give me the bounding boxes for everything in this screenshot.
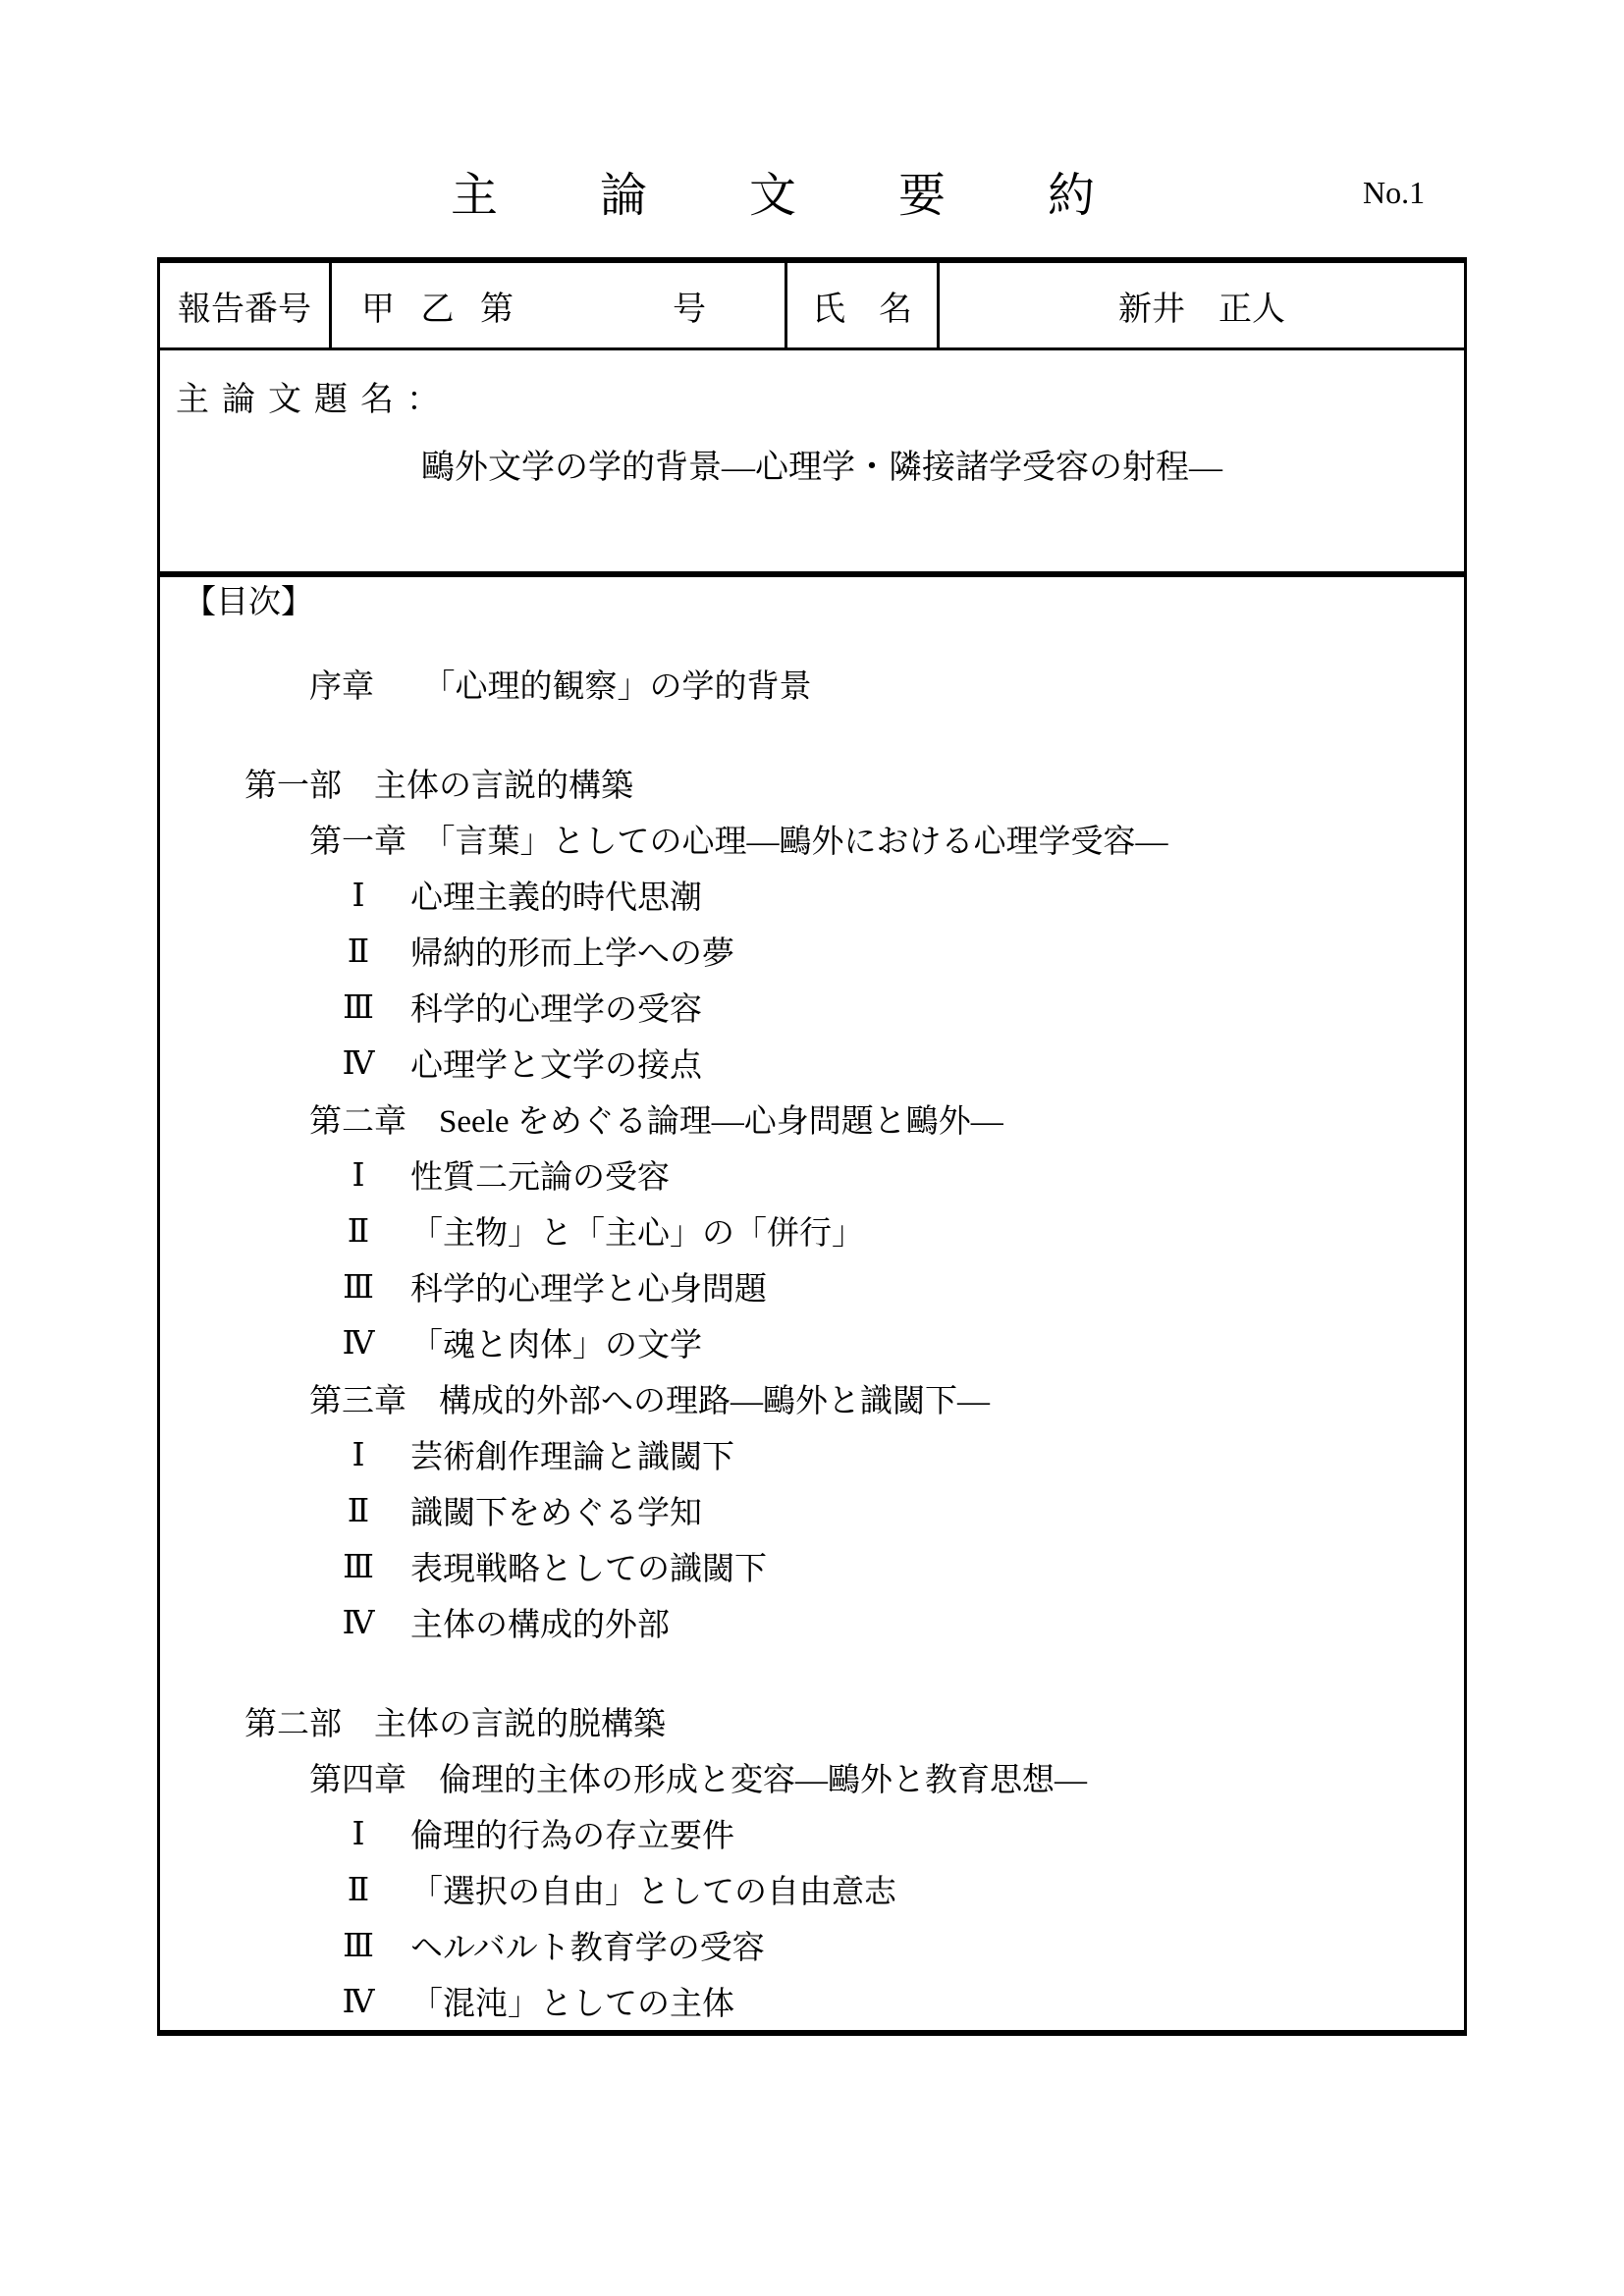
toc-line-item (160, 1973, 1464, 2029)
header-row (160, 263, 1464, 350)
thesis-title-label: 主論文題名： (176, 382, 453, 418)
toc-item-numeral: Ⅳ (342, 1984, 375, 2020)
toc-line-item (160, 979, 1464, 1035)
toc-heading: 【目次】 (184, 584, 313, 620)
toc-line-intro-chapter (160, 656, 1464, 712)
toc-line-text: ヘルバルト教育学の受容 (410, 1931, 765, 1966)
toc-item-numeral: Ⅰ (352, 1437, 365, 1473)
toc-item-numeral: Ⅲ (343, 1269, 374, 1306)
toc-line-text: 識閾下をめぐる学知 (410, 1496, 702, 1531)
toc-line-part-2 (160, 1693, 1464, 1749)
toc-line-text: 第一章 「言葉」としての心理―鷗外における心理学受容― (309, 825, 1168, 860)
summary-form-table (157, 257, 1467, 2036)
page-title: 主論文要約 (451, 170, 1198, 222)
toc-line-chapter-2 (160, 1091, 1464, 1147)
thesis-title: 鷗外文学の学的背景―心理学・隣接諸学受容の射程― (421, 450, 1222, 486)
toc-item-numeral: Ⅲ (343, 1549, 374, 1585)
toc-line-text: 芸術創作理論と識閾下 (410, 1440, 734, 1475)
toc-item-numeral: Ⅳ (342, 1045, 375, 1082)
toc-item-numeral: Ⅱ (347, 934, 370, 970)
toc-item-numeral: Ⅰ (352, 1816, 365, 1852)
name-label: 氏 名 (812, 291, 912, 328)
toc-line-item (160, 1314, 1464, 1370)
toc-line-text: 「選択の自由」としての自由意志 (410, 1875, 896, 1910)
report-number-prefix: 甲 乙 第 (361, 291, 522, 328)
toc-line-text: 第二部 主体の言説的脱構築 (244, 1707, 666, 1742)
toc-section (160, 577, 1464, 2030)
toc-line-text: 第三章 構成的外部への理路―鷗外と識閾下― (309, 1384, 990, 1419)
name-value: 新井 正人 (1118, 291, 1285, 328)
toc-item-numeral: Ⅱ (347, 1213, 370, 1250)
toc-line-item (160, 1426, 1464, 1482)
toc-line-item (160, 1917, 1464, 1973)
toc-item-numeral: Ⅱ (347, 1493, 370, 1529)
toc-line-text: 帰納的形而上学への夢 (410, 936, 734, 972)
toc-item-numeral: Ⅳ (342, 1325, 375, 1362)
toc-line-item (160, 1861, 1464, 1917)
toc-item-numeral: Ⅰ (352, 1157, 365, 1194)
toc-line-item (160, 1258, 1464, 1314)
report-number-label-cell (160, 263, 332, 347)
report-number-value-cell (332, 263, 787, 347)
toc-line-item (160, 1035, 1464, 1091)
toc-line-text: 表現戦略としての識閾下 (410, 1552, 767, 1587)
toc-line-item (160, 1147, 1464, 1202)
toc-item-numeral: Ⅲ (343, 989, 374, 1026)
toc-line-item (160, 1594, 1464, 1650)
toc-item-numeral: Ⅱ (347, 1872, 370, 1908)
toc-line-text: 心理主義的時代思潮 (410, 881, 702, 916)
toc-line-chapter-3 (160, 1370, 1464, 1426)
report-number-label: 報告番号 (178, 291, 311, 328)
toc-line-text: 科学的心理学の受容 (410, 992, 702, 1028)
toc-line-text: 主体の構成的外部 (410, 1608, 670, 1643)
toc-line-item (160, 867, 1464, 923)
toc-line-item (160, 923, 1464, 979)
toc-line-item (160, 1805, 1464, 1861)
page-number: No.1 (1363, 175, 1426, 210)
toc-line-chapter-4 (160, 1749, 1464, 1805)
toc-line-text: 性質二元論の受容 (410, 1160, 670, 1196)
toc-line-text: 「主物」と「主心」の「併行」 (410, 1216, 864, 1252)
toc-line-text: 科学的心理学と心身問題 (410, 1272, 767, 1308)
toc-line-text: 心理学と文学の接点 (410, 1048, 702, 1084)
name-label-cell (787, 263, 940, 347)
toc-item-numeral: Ⅳ (342, 1605, 375, 1641)
toc-line-chapter-1 (160, 811, 1464, 867)
toc-line-part-1 (160, 755, 1464, 811)
toc-item-numeral: Ⅰ (352, 878, 365, 914)
toc-line-item (160, 1538, 1464, 1594)
toc-line-item (160, 1482, 1464, 1538)
toc-line-text: 第二章 Seele をめぐる論理―心身問題と鷗外― (309, 1104, 1003, 1140)
toc-line-text: 「混沌」としての主体 (410, 1987, 734, 2022)
toc-line-text: 第四章 倫理的主体の形成と変容―鷗外と教育思想― (309, 1763, 1087, 1798)
thesis-title-section (160, 350, 1464, 577)
report-number-suffix: 号 (673, 291, 706, 328)
toc-item-numeral: Ⅲ (343, 1928, 374, 1964)
name-value-cell (940, 263, 1464, 347)
toc-line-text: 倫理的行為の存立要件 (410, 1819, 734, 1854)
toc-line-item (160, 1202, 1464, 1258)
toc-line-text: 「魂と肉体」の文学 (410, 1328, 702, 1363)
toc-line-text: 序章 「心理的観察」の学的背景 (309, 669, 812, 705)
toc-line-text: 第一部 主体の言説的構築 (244, 769, 633, 804)
